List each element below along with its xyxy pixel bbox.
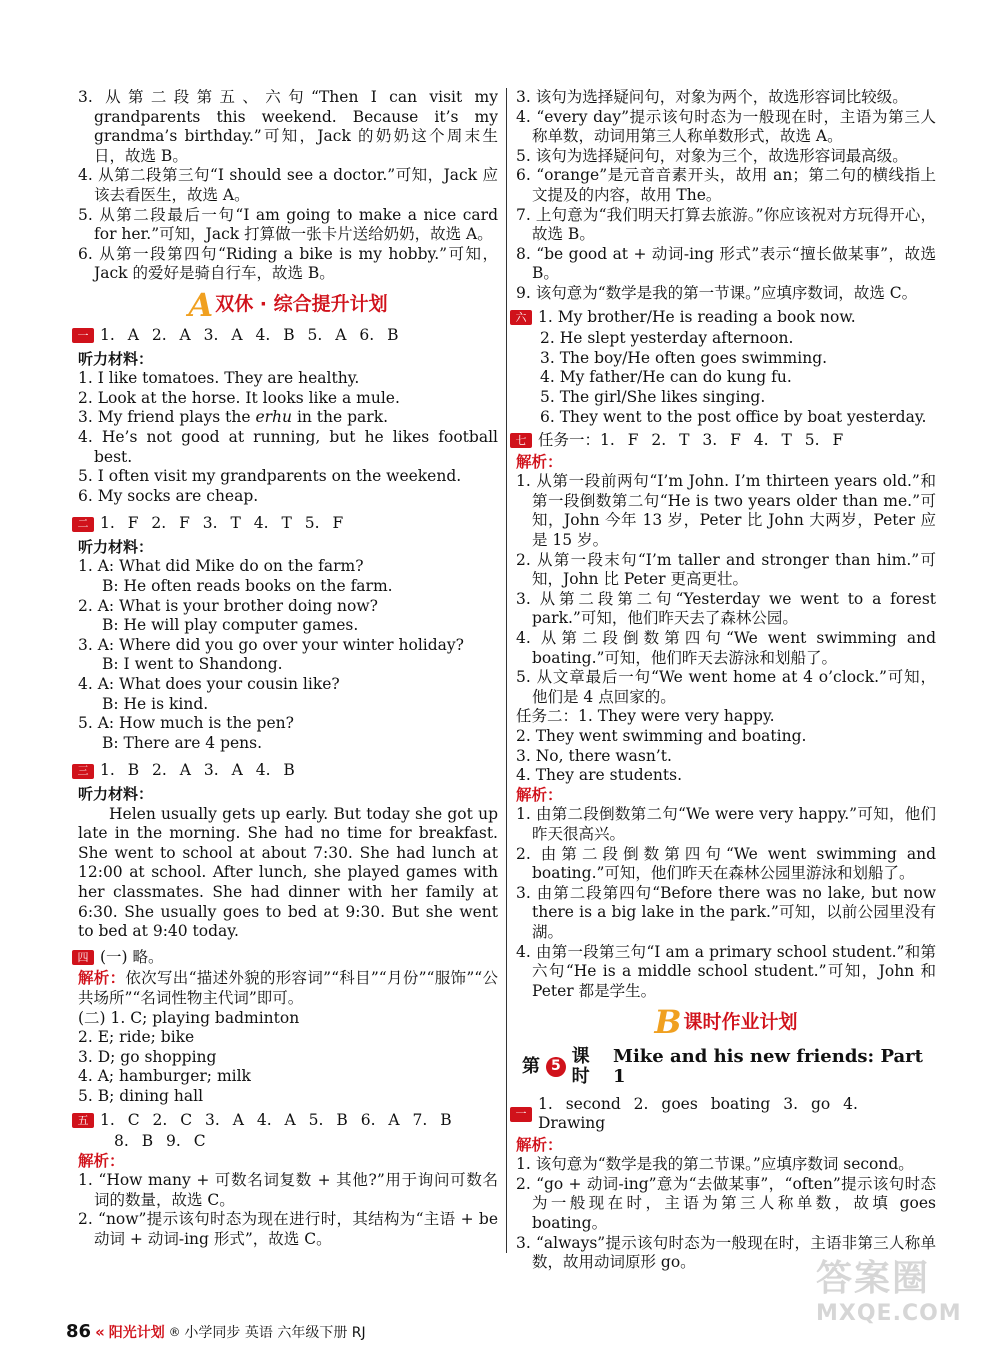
listening-line: 6. My socks are cheap. [78,486,259,505]
part-6-answers [510,308,936,328]
answer-line: 1. My brother/He is reading a book now. [538,307,856,326]
task-2-answer: 2. They went swimming and boating. [516,727,807,745]
watermark-logo [816,1250,986,1340]
listening-label: 听力材料： [78,349,154,368]
part-1-answers [72,326,498,346]
task-2-answer: 4. They are students. [516,766,682,785]
section-b-heading [516,1003,936,1042]
analysis-item: 8. “be good at + 动词-ing 形式”表示“擅长做某事”，故选 B。 [516,244,936,283]
answer-item: 3. 从第二段第五、六句“Then I can visit my grandparents this weekend. Because it’s my grandma’s birthday.”可知，Jack 的奶奶这个周末生日，故选 B。 [78,88,498,165]
analysis-item: 6. “orange”是元音音素开头，故用 an；第二句的横线指上文提及的内容，故用 The。 [516,166,936,204]
part-tag: 六 [510,310,532,325]
analysis-item: 1. 由第二段倒数第二句“We were very happy.”可知，他们昨天很高兴。 [516,805,936,843]
section-b-title: 课时作业计划 [683,1010,798,1033]
part-8-answers [510,1095,936,1134]
right-column [516,88,936,1273]
analysis-item: 1. “How many + 可数名词复数 + 其他?”用于询问可数名词的数量，故选 C。 [78,1171,498,1209]
part-tag: 七 [510,433,532,448]
watermark-line-2: MXQE.COM [816,1301,962,1326]
answer-item: (二) 1. C; playing badminton [78,1008,300,1027]
answer-item: 2. He slept yesterday afternoon. [540,329,794,348]
analysis-text: 依次写出“描述外貌的形容词”“科目”“月份”“服饰”“公共场所”“名词性物主代词”即可。 [78,969,498,1007]
part-3-answers [72,761,498,781]
erhu-word: erhu [255,408,293,427]
answer-item: 5. The girl/She likes singing. [540,387,766,406]
lesson-prefix: 第 [522,1056,540,1078]
listening-label: 听力材料： [78,785,154,803]
part-tag: 五 [72,1113,94,1128]
dialog-a: 3. A: Where did you go over your winter holiday? [78,635,464,654]
answer-item: 6. 从第一段第四句“Riding a bike is my hobby.”可知，Jack 的爱好是骑自行车，故选 B。 [78,244,498,283]
analysis-item: 2. 从第一段末句“I’m taller and stronger than him.”可知，John 比 Peter 更高更壮。 [516,550,936,589]
dialog-b: B: There are 4 pens. [102,733,263,752]
part-tag: 三 [72,764,94,779]
analysis-item: 2. 由第二段倒数第四句“We went swimming and boating.”可知，他们昨天在森林公园里游泳和划船了。 [516,844,936,883]
answer-item: 4. My father/He can do kung fu. [540,368,792,387]
dialog-b: B: I went to Shandong. [102,655,283,674]
analysis-item: 9. 该句意为“数学是我的第一节课。”应填序数词，故选 C。 [516,283,918,302]
answer-item: 4. 从第二段第三句“I should see a doctor.”可知，Jack 应该去看医生，故选 A。 [78,166,498,204]
answer-line: 1. C 2. C 3. A 4. A 5. B 6. A 7. B [100,1110,452,1129]
analysis-item: 1. 该句意为“数学是我的第二节课。”应填序数词 second。 [516,1155,914,1174]
listening-passage: Helen usually gets up early. But today she got up late in the morning. She had no time for breakfast. She went to school at about 7:30. She had lunch at 12:00 at school. After lunch, she played games with her classmates. She had dinner with her family at 6:30. She usually goes to bed at 9:30. But she went to bed at 9:40 today. [78,804,498,941]
part-tag: 二 [72,517,94,532]
task-2-label: 任务二： [516,707,579,726]
dialog-b: B: He is kind. [102,694,209,713]
answer-line: 1. A 2. A 3. A 4. B 5. A 6. B [100,325,399,344]
analysis-item: 4. 由第一段第三句“I am a primary school student.”和第六句“He is a middle school student.”可知，John 和 Peter 都是学生。 [516,942,936,1000]
answer-item: 4. A; hamburger; milk [78,1067,251,1086]
section-b-letter: B [654,1003,682,1042]
dialog-b: B: He often reads books on the farm. [102,577,393,596]
task-2-line [516,707,936,727]
answer-line: 1. B 2. A 3. A 4. B [100,761,295,780]
answer-item: 2. E; ride; bike [78,1028,195,1047]
watermark-line-1: 答案圈 [816,1258,931,1299]
column-divider [506,88,507,1253]
answer-line: 8. B 9. C [114,1132,206,1151]
dialog-a: 5. A: How much is the pen? [78,714,294,733]
lesson-number: 5 [546,1057,566,1077]
answer-item: 3. D; go shopping [78,1047,217,1066]
part-tag: 四 [72,950,94,965]
analysis-item: 5. 该句为选择疑问句，对象为三个，故选形容词最高级。 [516,146,908,165]
page-footer [66,1321,366,1342]
analysis-label: 解析： [516,452,563,471]
analysis-item: 4. “every day”提示该句时态为一般现在时，主语为第三人称单数，动词用第三人称单数形式，故选 A。 [516,107,936,146]
analysis-item: 1. 从第一段前两句“I’m John. I’m thirteen years old.”和第一段倒数第二句“He is two years older than me.”可知，John 今年 13 岁，Peter 比 John 大两岁，Peter 应是 15 岁。 [516,472,936,550]
registered-mark: ® [168,1324,181,1339]
listening-line: 5. I often visit my grandparents on the weekend. [78,467,462,486]
answer-item: 6. They went to the post office by boat yesterday. [540,407,927,426]
answer-item: 5. 从第二段最后一句“I am going to make a nice card for her.”可知，Jack 打算做一张卡片送给奶奶，故选 A。 [78,205,498,244]
analysis-item: 3. 该句为选择疑问句，对象为两个，故选形容词比较级。 [516,88,908,106]
listening-label: 听力材料： [78,537,154,556]
lesson-heading [522,1047,936,1086]
part-2-answers [72,514,498,534]
dialog-a: 1. A: What did Mike do on the farm? [78,557,364,576]
answer-item: 3. The boy/He often goes swimming. [540,348,828,367]
section-a-title: 双休 · 综合提升计划 [215,293,388,316]
listening-line-head: 3. My friend plays the [78,408,256,427]
analysis-item: 2. “now”提示该句时态为现在进行时，其结构为“主语 + be 动词 + 动词-ing 形式”，故选 C。 [78,1210,498,1249]
section-a-heading [78,285,498,324]
dialog-b: B: He will play computer games. [102,616,359,635]
answer-line: 1. F 2. F 3. T 4. T 5. F [100,514,344,533]
left-column [78,88,498,1250]
analysis-para [78,969,498,1008]
listening-line: 2. Look at the horse. It looks like a mule. [78,388,400,407]
dialog-a: 2. A: What is your brother doing now? [78,596,378,615]
answer-line: 1. second 2. goes boating 3. go 4. Drawing [538,1094,858,1133]
listening-line-tail: in the park. [292,408,389,427]
book-info: 小学同步 英语 六年级下册 RJ [184,1324,366,1341]
task-2-answer: 1. They were very happy. [578,707,775,726]
analysis-item: 3. 由第二段第四句“Before there was no lake, but now there is a big lake in the park.”可知，以前公园里没有湖。 [516,883,936,941]
listening-line [78,408,498,428]
answer-item: 5. B; dining hall [78,1086,204,1105]
analysis-label: 解析： [516,1135,563,1154]
analysis-label: 解析： [78,1151,125,1170]
section-a-letter: A [188,285,214,324]
analysis-label: 解析： [516,785,563,804]
listening-line: 1. I like tomatoes. They are healthy. [78,369,360,388]
lesson-title: Mike and his new friends: Part 1 [613,1046,923,1087]
part-4-answers [72,948,498,968]
analysis-item: 3. 从第二段第二句“Yesterday we went to a forest park.”可知，他们昨天去了森林公园。 [516,589,936,628]
analysis-item: 4. 从第二段倒数第四句“We went swimming and boating.”可知，他们昨天去游泳和划船了。 [516,629,936,667]
task-2-answer: 3. No, there wasn’t. [516,746,672,765]
analysis-item: 7. 上句意为“我们明天打算去旅游。”你应该祝对方玩得开心，故选 B。 [516,205,936,244]
part-7-answers [510,431,936,451]
part-tag: 一 [72,328,94,343]
dialog-a: 4. A: What does your cousin like? [78,675,340,694]
analysis-item: 2. “go + 动词-ing”意为“去做某事”，“often”提示该句时态为一般现在时，主语为第三人称单数，故填 goes boating。 [516,1174,936,1233]
analysis-item: 5. 从文章最后一句“We went home at 4 o’clock.”可知，他们是 4 点回家的。 [516,668,936,706]
lesson-suffix: 课时 [571,1046,590,1087]
page-number: 86 [66,1321,92,1342]
part-5-answers [72,1111,498,1131]
listening-line: 4. He’s not good at running, but he likes football best. [78,427,498,466]
answer-line: 任务一：1. F 2. T 3. F 4. T 5. F [538,431,844,450]
analysis-item: 3. “always”提示该句时态为一般现在时，主语非第三人称单数，故用动词原形 go。 [516,1233,936,1272]
answer-line: (一) 略。 [100,947,164,966]
part-tag: 一 [510,1107,532,1122]
analysis-label: 解析： [78,969,126,988]
chevron-left-icon: « [95,1322,105,1341]
brand-name: 阳光计划 [108,1324,165,1341]
